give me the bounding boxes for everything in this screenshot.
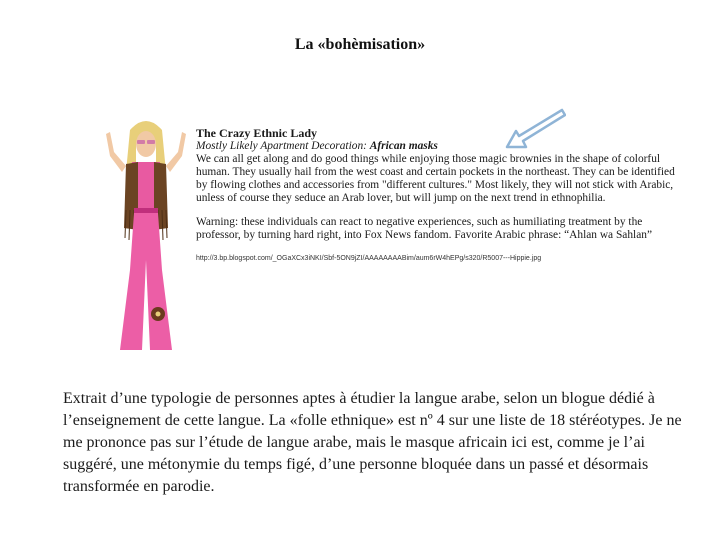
blog-excerpt — [196, 127, 681, 263]
pointer-arrow-icon — [504, 106, 566, 152]
blog-paragraph-warning: Warning: these individuals can react to negative experiences, such as humiliating treatment by the professor, by turning hard right, into Fox News fandom. Favorite Arabic phrase: “Ahlan wa Sahlan” — [196, 216, 653, 241]
blog-paragraph: We can all get along and do good things while enjoying those magic brownies in the shape of colorful human. They usually hail from the west coast and certain pockets in the northeast. They can be identified by flowing clothes and accessories from "different cultures." Most likely, they will not stick with Arabic, unless of course they seduce an Arab lover, but will jump on the next trend in ethnophilia. — [196, 153, 675, 204]
blog-title: The Crazy Ethnic Lady — [196, 126, 318, 140]
hippie-costume-figure — [100, 110, 192, 355]
caption-text: Extrait d’une typologie de personnes aptes à étudier la langue arabe, selon un blogue dédié à l’enseignement de cette langue. La «folle ethnique» est nº 4 sur une liste de 18 stéréotypes. Je ne me prononce pas sur l’étude de langue arabe, mais le masque africain ici est, comme je l’ai suggéré, une métonymie du temps figé, d’une personne bloquée dans un passé et désormais transformée en parodie. — [63, 390, 682, 495]
blog-subtitle — [196, 140, 681, 153]
image-source-url: http://3.bp.blogspot.com/_OGaXCx3iNKI/Sbf-5ON9jZI/AAAAAAAABim/aum6rW4hEPg/s320/R5007---Hippie.jpg — [196, 255, 542, 262]
slide-title: La «bohèmisation» — [294, 36, 426, 53]
blog-subtitle-emphasis: African masks — [369, 140, 438, 152]
blog-subtitle-prefix: Mostly Likely Apartment Decoration: — [196, 140, 370, 152]
